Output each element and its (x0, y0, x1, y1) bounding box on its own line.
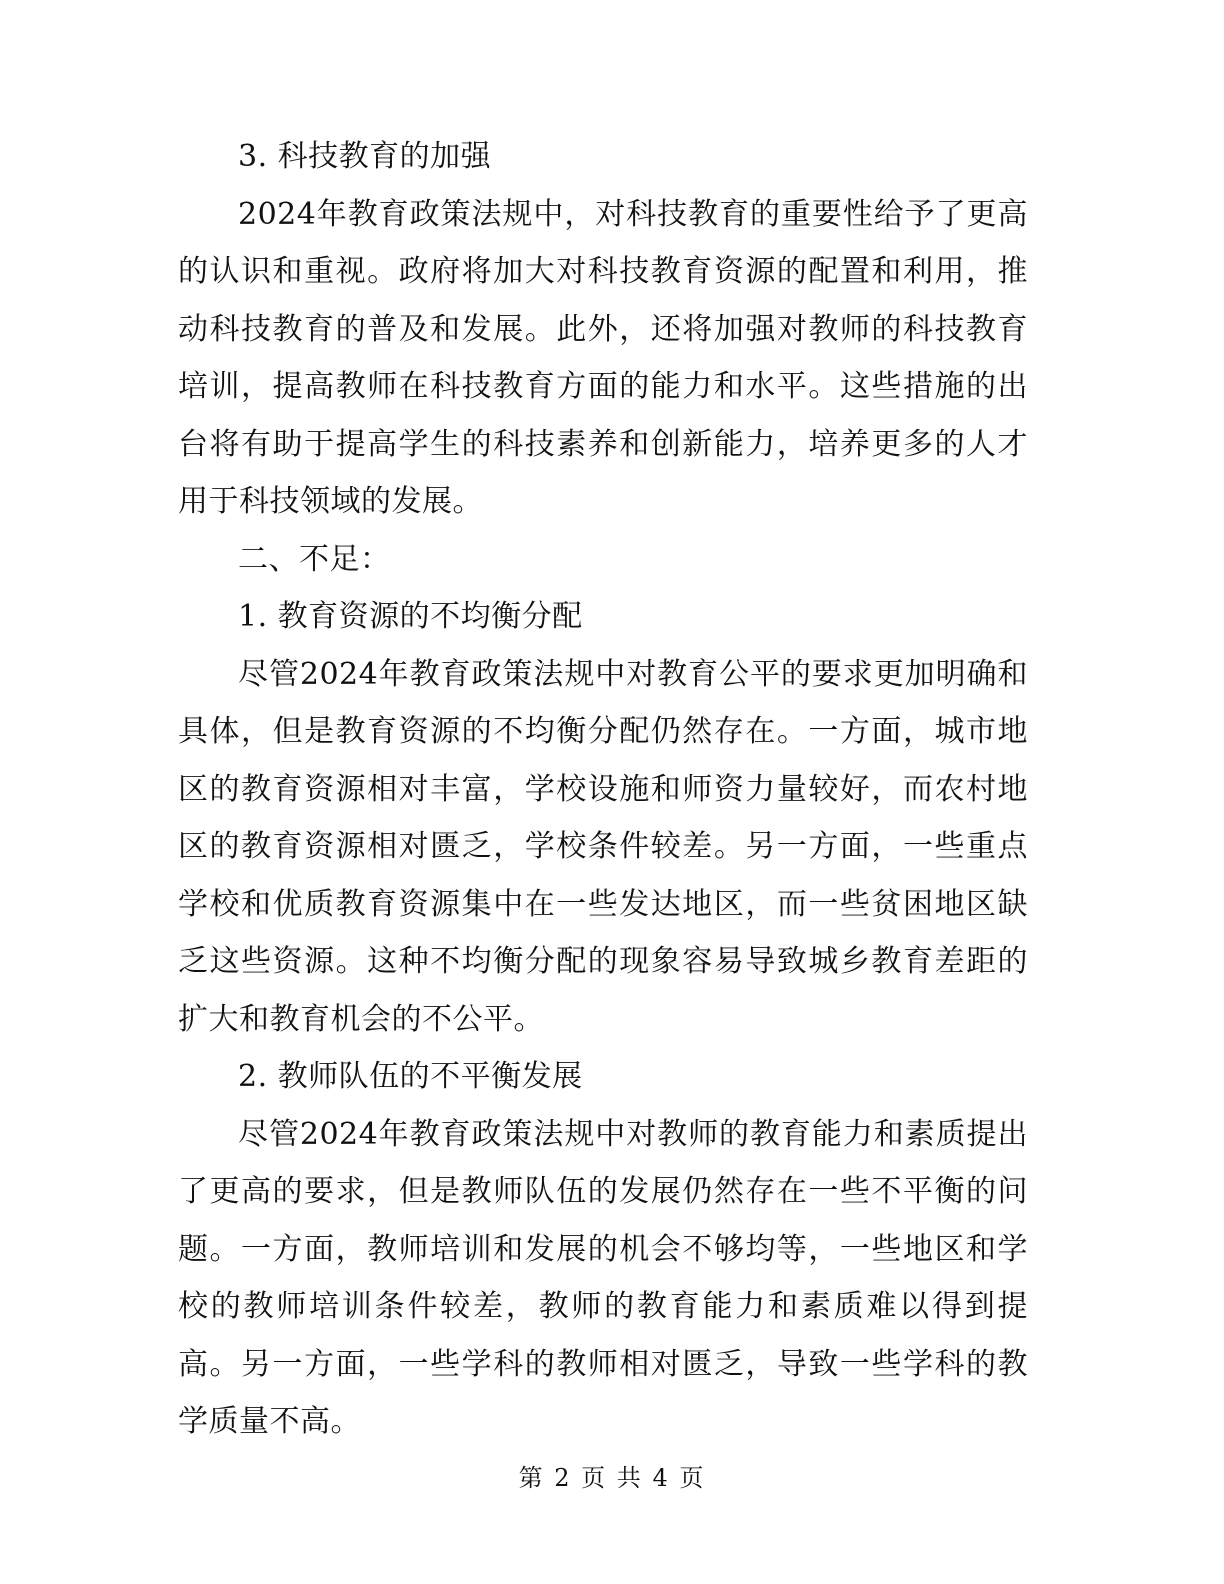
section-heading-resource-imbalance: 1. 教育资源的不均衡分配 (238, 599, 583, 634)
paragraph-teacher-imbalance: 尽管2024年教育政策法规中对教师的教育能力和素质提出了更高的要求，但是教师队伍的发展仍然存在一些不平衡的问题。一方面，教师培训和发展的机会不够均等，一些地区和学校的教师培训条件较差，教师的教育能力和素质难以得到提高。另一方面，一些学科的教师相对匮乏，导致一些学科的教学质量不高。 (178, 1116, 1028, 1439)
page-content (178, 128, 1028, 1451)
paragraph-tech-education: 2024年教育政策法规中，对科技教育的重要性给予了更高的认识和重视。政府将加大对科技教育资源的配置和利用，推动科技教育的普及和发展。此外，还将加强对教师的科技教育培训，提高教师在科技教育方面的能力和水平。这些措施的出台将有助于提高学生的科技素养和创新能力，培养更多的人才用于科技领域的发展。 (178, 196, 1028, 519)
section-heading-teacher-imbalance: 2. 教师队伍的不平衡发展 (238, 1059, 583, 1094)
page-number-footer: 第 2 页 共 4 页 (518, 1464, 706, 1492)
part-heading-shortcomings: 二、不足： (238, 541, 391, 577)
section-heading-tech-education: 3. 科技教育的加强 (238, 139, 492, 174)
paragraph-resource-imbalance: 尽管2024年教育政策法规中对教育公平的要求更加明确和具体，但是教育资源的不均衡分配仍然存在。一方面，城市地区的教育资源相对丰富，学校设施和师资力量较好，而农村地区的教育资源相对匮乏，学校条件较差。另一方面，一些重点学校和优质教育资源集中在一些发达地区，而一些贫困地区缺乏这些资源。这种不均衡分配的现象容易导致城乡教育差距的扩大和教育机会的不公平。 (178, 656, 1028, 1037)
